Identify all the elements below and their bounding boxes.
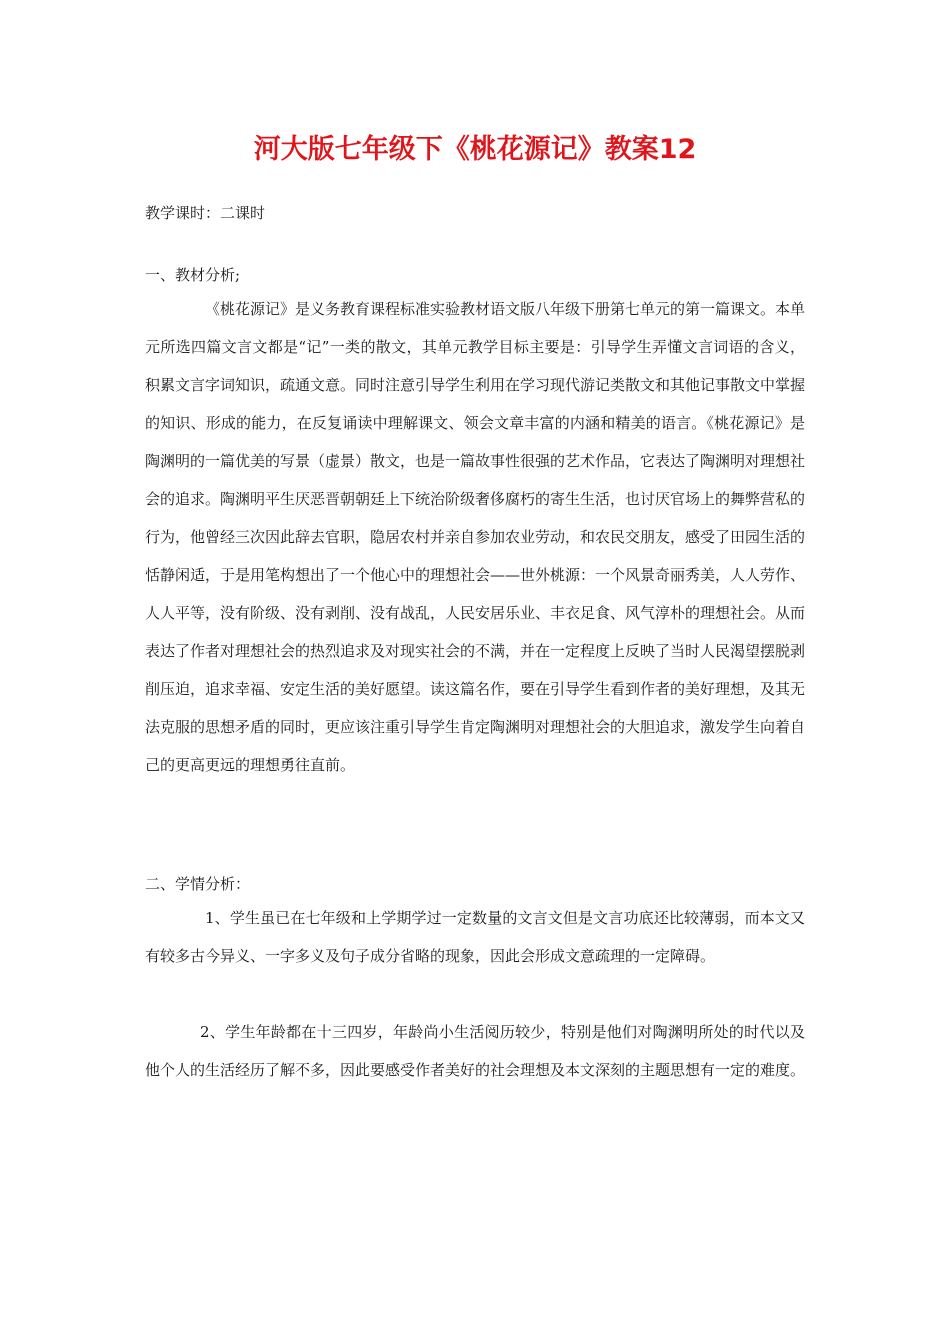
- section-heading-textbook-analysis: 一、教材分析;: [145, 266, 241, 284]
- class-hours: 教学课时：二课时: [145, 204, 266, 222]
- textbook-analysis-paragraph: 《桃花源记》是义务教育课程标准实验教材语文版八年级下册第七单元的第一篇课文。本单元所选四篇文言文都是“记”一类的散文，其单元教学目标主要是：引导学生弄懂文言词语的含义，积累文言字词知识，疏通文意。同时注意引导学生利用在学习现代游记类散文和其他记事散文中掌握的知识、形成的能力，在反复诵读中理解课文、领会文章丰富的内涵和精美的语言。《桃花源记》是陶渊明的一篇优美的写景（虚景）散文，也是一篇故事性很强的艺术作品，它表达了陶渊明对理想社会的追求。陶渊明平生厌恶晋朝朝廷上下统治阶级奢侈腐朽的寄生生活，也讨厌官场上的舞弊营私的行为，他曾经三次因此辞去官职，隐居农村并亲自参加农业劳动，和农民交朋友，感受了田园生活的恬静闲适，于是用笔构想出了一个他心中的理想社会——世外桃源：一个风景奇丽秀美，人人劳作、人人平等，没有阶级、没有剥削、没有战乱，人民安居乐业、丰衣足食、风气淳朴的理想社会。从而表达了作者对理想社会的热烈追求及对现实社会的不满，并在一定程度上反映了当时人民渴望摆脱剥削压迫，追求幸福、安定生活的美好愿望。读这篇名作，要在引导学生看到作者的美好理想，及其无法克服的思想矛盾的同时，更应该注重引导学生肯定陶渊明对理想社会的大胆追求，激发学生向着自己的更高更远的理想勇往直前。: [145, 300, 806, 774]
- document-title: 河大版七年级下《桃花源记》教案12: [253, 134, 697, 165]
- student-analysis-item-1: 1、学生虽已在七年级和上学期学过一定数量的文言文但是文言功底还比较薄弱，而本文又有较多古今异义、一字多义及句子成分省略的现象，因此会形成文意疏理的一定障碍。: [145, 909, 805, 965]
- section-heading-student-analysis: 二、学情分析：: [145, 875, 251, 893]
- student-analysis-item-2: 2、学生年龄都在十三四岁，年龄尚小生活阅历较少，特别是他们对陶渊明所处的时代以及他个人的生活经历了解不多，因此要感受作者美好的社会理想及本文深刻的主题思想有一定的难度。: [145, 1023, 806, 1079]
